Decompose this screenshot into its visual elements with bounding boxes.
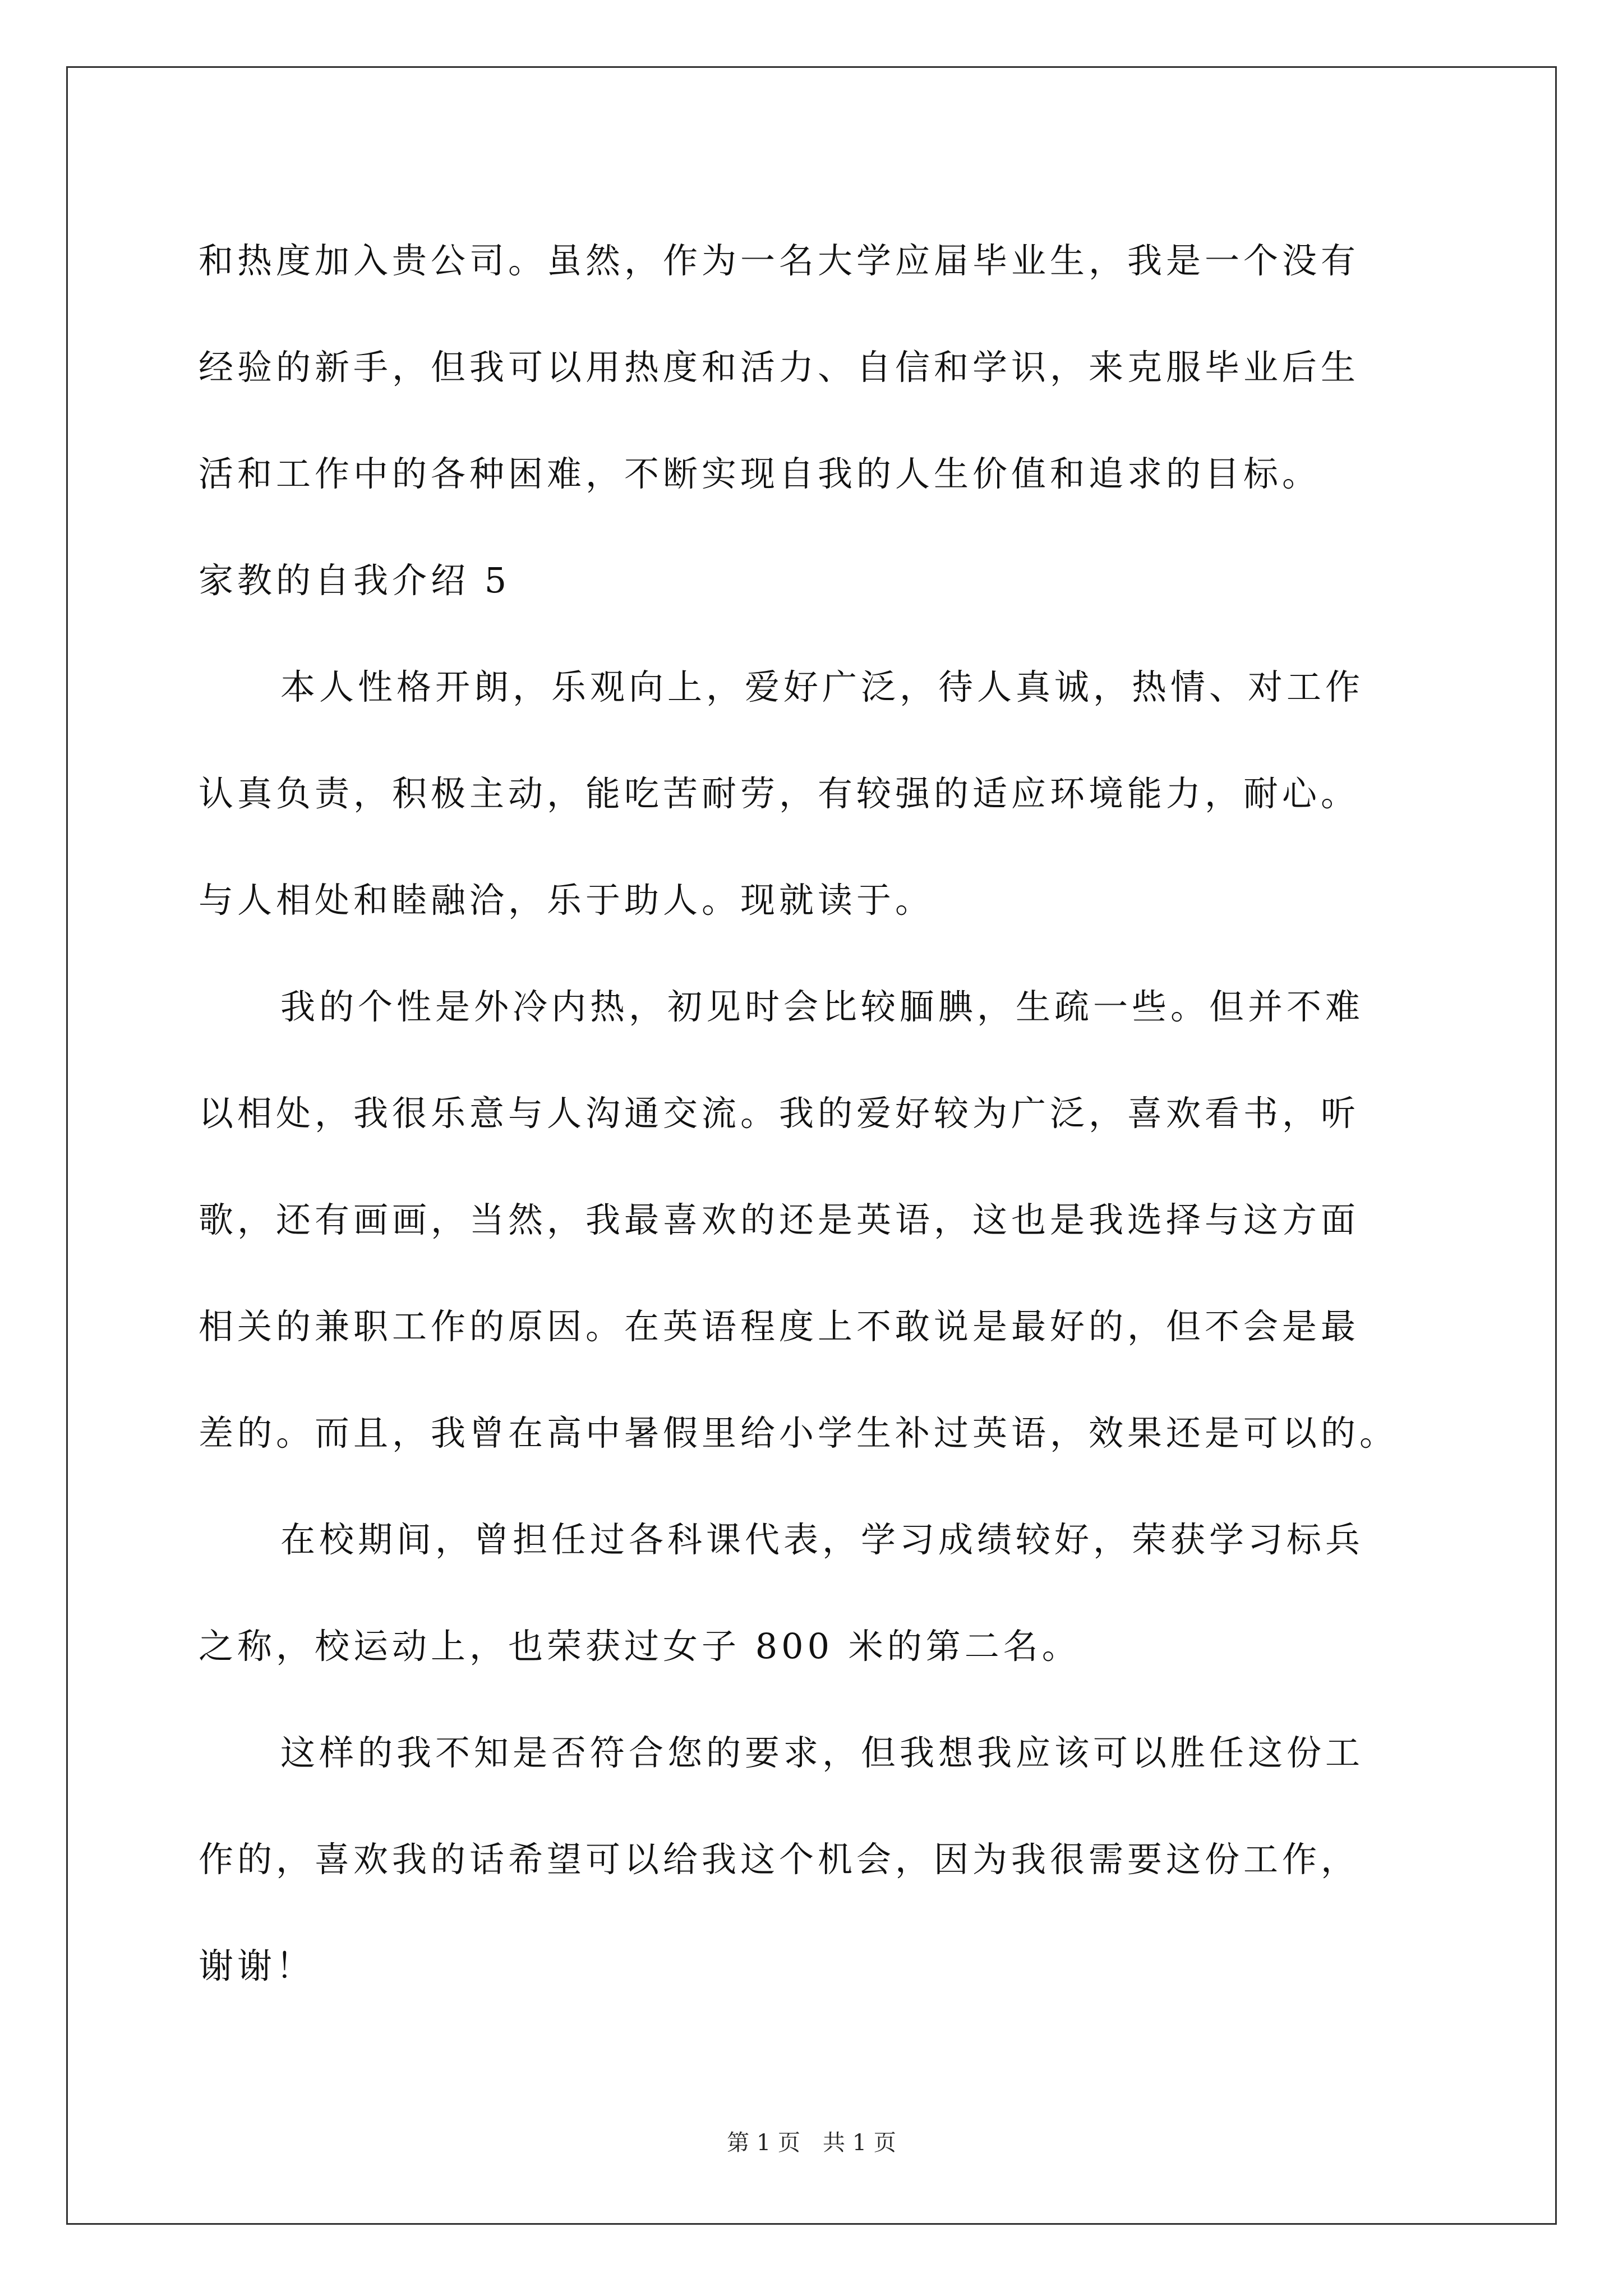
text-line: 差的。而且，我曾在高中暑假里给小学生补过英语，效果还是可以的。 bbox=[199, 1412, 1399, 1453]
text-line: 本人性格开朗，乐观向上，爱好广泛，待人真诚，热情、对工作 bbox=[280, 666, 1364, 707]
text-line: 活和工作中的各种困难，不断实现自我的人生价值和追求的目标。 bbox=[199, 453, 1321, 494]
text-line: 和热度加入贵公司。虽然，作为一名大学应届毕业生，我是一个没有 bbox=[199, 240, 1360, 281]
text-line: 我的个性是外冷内热，初见时会比较腼腆，生疏一些。但并不难 bbox=[280, 986, 1364, 1027]
page-number-total: 共 1 页 bbox=[823, 2130, 896, 2156]
text-line: 这样的我不知是否符合您的要求，但我想我应该可以胜任这份工 bbox=[280, 1732, 1364, 1773]
text-line: 在校期间，曾担任过各科课代表，学习成绩较好，荣获学习标兵 bbox=[280, 1519, 1364, 1560]
text-line: 歌，还有画画，当然，我最喜欢的还是英语，这也是我选择与这方面 bbox=[199, 1199, 1360, 1240]
text-line: 经验的新手，但我可以用热度和活力、自信和学识，来克服毕业后生 bbox=[199, 347, 1360, 388]
text-line: 与人相处和睦融洽，乐于助人。现就读于。 bbox=[199, 880, 934, 921]
text-line: 以相处，我很乐意与人沟通交流。我的爱好较为广泛，喜欢看书，听 bbox=[199, 1093, 1360, 1134]
text-line: 之称，校运动上，也荣获过女子 800 米的第二名。 bbox=[199, 1626, 1081, 1667]
text-line: 认真负责，积极主动，能吃苦耐劳，有较强的适应环境能力，耐心。 bbox=[199, 773, 1360, 814]
page-footer bbox=[0, 2129, 1623, 2157]
document-body bbox=[199, 208, 1432, 2019]
page-number-current: 第 1 页 bbox=[727, 2130, 800, 2156]
text-line: 谢谢！ bbox=[199, 1945, 315, 1986]
text-line: 相关的兼职工作的原因。在英语程度上不敢说是最好的，但不会是最 bbox=[199, 1306, 1360, 1347]
text-line: 作的，喜欢我的话希望可以给我这个机会，因为我很需要这份工作， bbox=[199, 1839, 1360, 1880]
section-heading: 家教的自我介绍 5 bbox=[199, 560, 511, 601]
